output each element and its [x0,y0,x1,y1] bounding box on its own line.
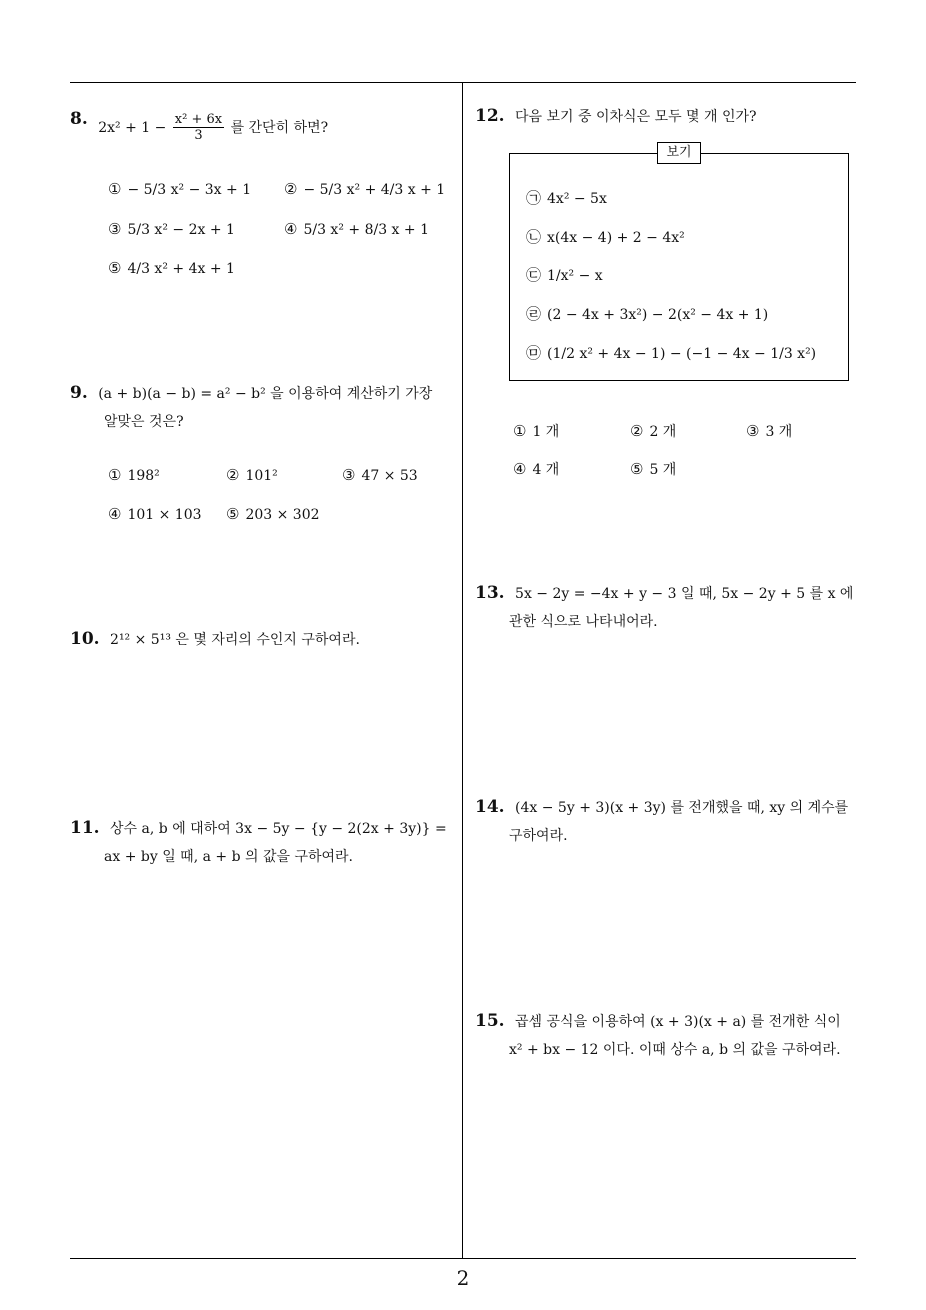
problem-11: 11. 상수 a, b 에 대하여 3x − 5y − {y − 2(2x + 3y)} = ax + by 일 때, a + b 의 값을 구하여라. [70,818,447,865]
problem-10: 10. 2¹² × 5¹³ 은 몇 자리의 수인지 구하여라. [70,629,360,649]
problem-number: 13. [475,583,505,603]
option-2[interactable]: ② − 5/3 x² + 4/3 x + 1 [284,180,446,198]
page-number: 2 [456,1266,470,1290]
option-3[interactable]: ③ 3 개 [746,422,793,440]
problem-number: 15. [475,1011,505,1031]
option-2[interactable]: ② 2 개 [630,422,677,440]
option-5[interactable]: ⑤ 203 × 302 [226,505,320,523]
option-3[interactable]: ③ 47 × 53 [342,466,418,484]
option-2[interactable]: ② 101² [226,466,278,484]
option-3[interactable]: ③ 5/3 x² − 2x + 1 [108,220,235,238]
option-1[interactable]: ① − 5/3 x² − 3x + 1 [108,180,252,198]
bogi-title: 보기 [657,142,701,164]
problem-8 [70,104,450,143]
option-1[interactable]: ① 1 개 [513,422,560,440]
bogi-item: ㉤ (1/2 x² + 4x − 1) − (−1 − 4x − 1/3 x²) [526,344,817,362]
bogi-item: ㉡ x(4x − 4) + 2 − 4x² [526,228,685,246]
problem-number: 8. [70,108,88,129]
problem-number: 11. [70,818,100,838]
option-5[interactable]: ⑤ 5 개 [630,460,677,478]
option-4[interactable]: ④ 4 개 [513,460,560,478]
problem-number: 14. [475,797,505,817]
bottom-rule [70,1258,856,1259]
problem-9: 9. (a + b)(a − b) = a² − b² 을 이용하여 계산하기 가장 알맞은 것은? [70,383,433,430]
problem-13: 13. 5x − 2y = −4x + y − 3 일 때, 5x − 2y + 5 를 x 에 관한 식으로 나타내어라. [475,583,854,630]
option-1[interactable]: ① 198² [108,466,160,484]
column-divider [462,82,463,1258]
problem-12: 12. 다음 보기 중 이차식은 모두 몇 개 인가? [475,106,757,126]
problem-14: 14. (4x − 5y + 3)(x + 3y) 를 전개했을 때, xy 의 계수를 구하여라. [475,797,849,844]
problem-15: 15. 곱셈 공식을 이용하여 (x + 3)(x + a) 를 전개한 식이 x² + bx − 12 이다. 이때 상수 a, b 의 값을 구하여라. [475,1011,841,1058]
bogi-item: ㉣ (2 − 4x + 3x²) − 2(x² − 4x + 1) [526,305,769,323]
fraction: $\frac{\text{x² + 6x}}{3}$ [174,112,223,143]
option-5[interactable]: ⑤ 4/3 x² + 4x + 1 [108,259,235,277]
problem-number: 10. [70,629,100,649]
problem-number: 9. [70,383,88,403]
option-4[interactable]: ④ 101 × 103 [108,505,202,523]
bogi-item: ㉠ 4x² − 5x [526,189,607,207]
problem-stem: 2x² + 1 − $\frac{\text{x² + 6x}}{3}$ 를 간단히 하면? [98,112,329,143]
option-4[interactable]: ④ 5/3 x² + 8/3 x + 1 [284,220,429,238]
top-rule [70,82,856,83]
bogi-item: ㉢ 1/x² − x [526,266,603,284]
problem-number: 12. [475,106,505,126]
